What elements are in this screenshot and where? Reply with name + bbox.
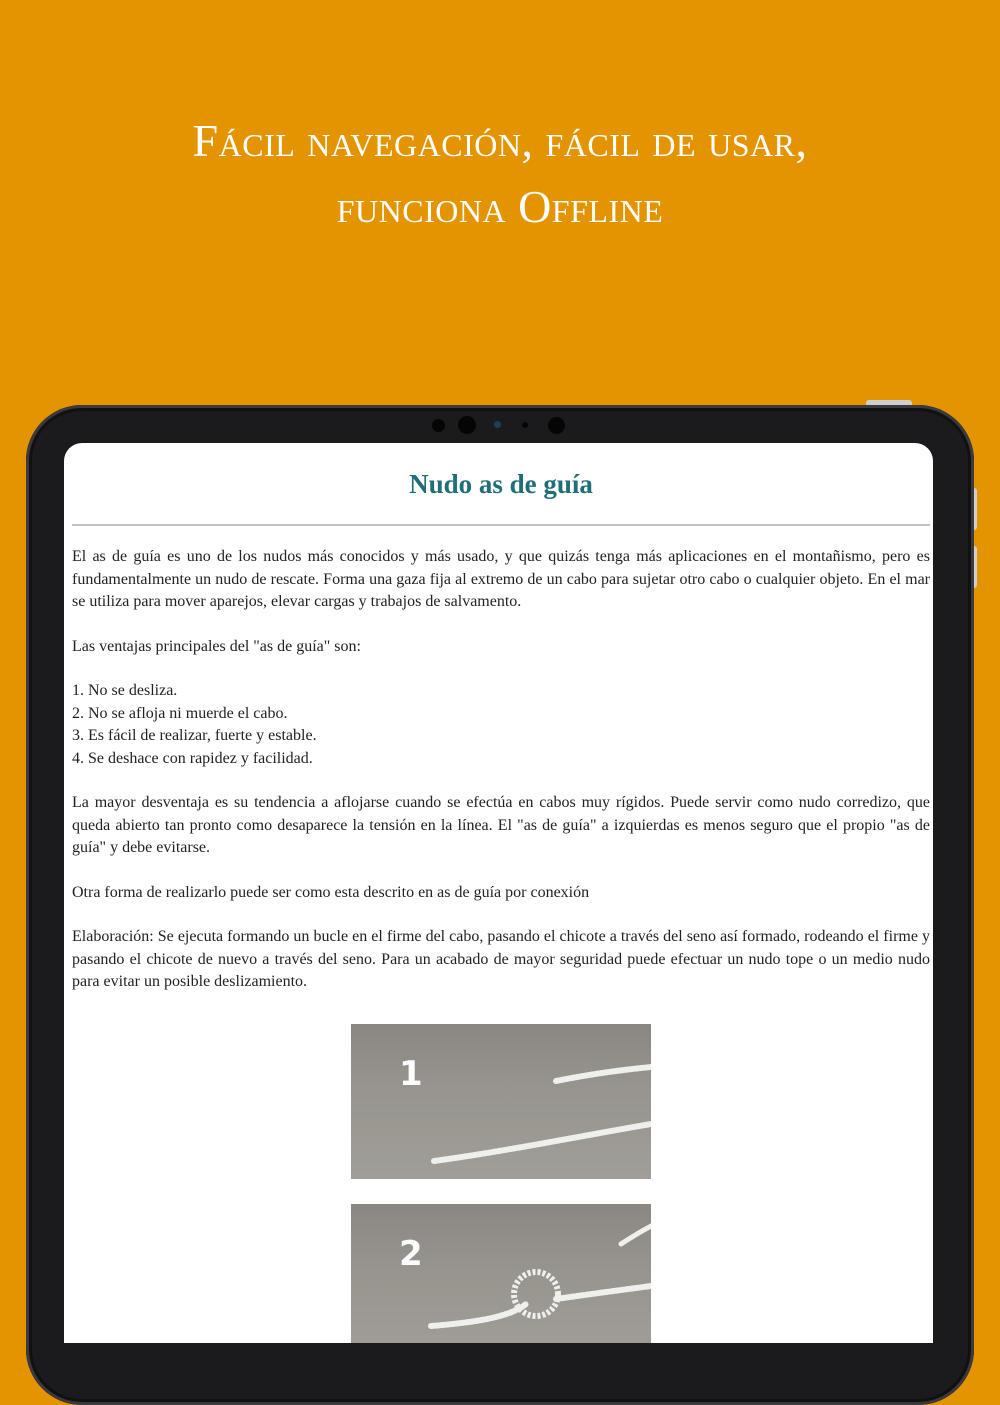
list-item: 4. Se deshace con rapidez y facilidad. bbox=[72, 749, 313, 767]
sensor-dot bbox=[522, 422, 528, 428]
article-title: Nudo as de guía bbox=[409, 469, 593, 499]
promo-headline bbox=[0, 108, 1000, 240]
tablet-screen[interactable] bbox=[64, 443, 933, 1343]
elaboration-paragraph: Elaboración: Se ejecuta formando un bucle en el firme del cabo, pasando el chicote a través del seno así formado, rodeando el firme y pasando el chicote de nuevo a través del seno. Para un acabado de mayor seguridad puede efectuar un nudo tope o un medio nudo para evitar un posible deslizamiento. bbox=[72, 928, 930, 990]
advantages-list bbox=[72, 680, 930, 770]
disadvantage-paragraph: La mayor desventaja es su tendencia a aflojarse cuando se efectúa en cabos muy rígidos. Puede servir como nudo corredizo, que queda abierto tan pronto como desaparece la tensión en la línea. El "as de guía" a izquierdas es menos seguro que el propio "as de guía" y debe evitarse. bbox=[72, 794, 930, 856]
sensor-dot bbox=[548, 417, 565, 434]
list-item: 2. No se afloja ni muerde el cabo. bbox=[72, 704, 288, 722]
step-2-image bbox=[351, 1204, 651, 1344]
other-way-paragraph: Otra forma de realizarlo puede ser como esta descrito en as de guía por conexión bbox=[72, 883, 590, 901]
promo-headline-line-2: funciona Offline bbox=[336, 181, 664, 232]
article bbox=[72, 443, 930, 1343]
title-divider bbox=[72, 524, 930, 526]
camera-lens-dot bbox=[494, 421, 501, 428]
step-number: 2 bbox=[399, 1233, 423, 1274]
promo-headline-line-1: Fácil navegación, fácil de usar, bbox=[192, 115, 808, 166]
sensor-dot bbox=[432, 419, 445, 432]
rope-illustration bbox=[351, 1024, 651, 1179]
step-1-image bbox=[351, 1024, 651, 1179]
intro-paragraph: El as de guía es uno de los nudos más conocidos y más usado, y que quizás tenga más aplicaciones en el montañismo, pero es fundamentalmente un nudo de rescate. Forma una gaza fija al extremo de un cabo para sujetar otro cabo o cualquier objeto. En el mar se utiliza para mover aparejos, elevar cargas y trabajos de salvamento. bbox=[72, 548, 930, 610]
list-item: 1. No se desliza. bbox=[72, 682, 178, 699]
rope-illustration bbox=[351, 1204, 651, 1344]
advantages-heading: Las ventajas principales del "as de guía" son: bbox=[72, 637, 361, 655]
front-camera-icon bbox=[458, 416, 476, 434]
step-number: 1 bbox=[399, 1053, 423, 1094]
list-item: 3. Es fácil de realizar, fuerte y estable. bbox=[72, 727, 317, 744]
